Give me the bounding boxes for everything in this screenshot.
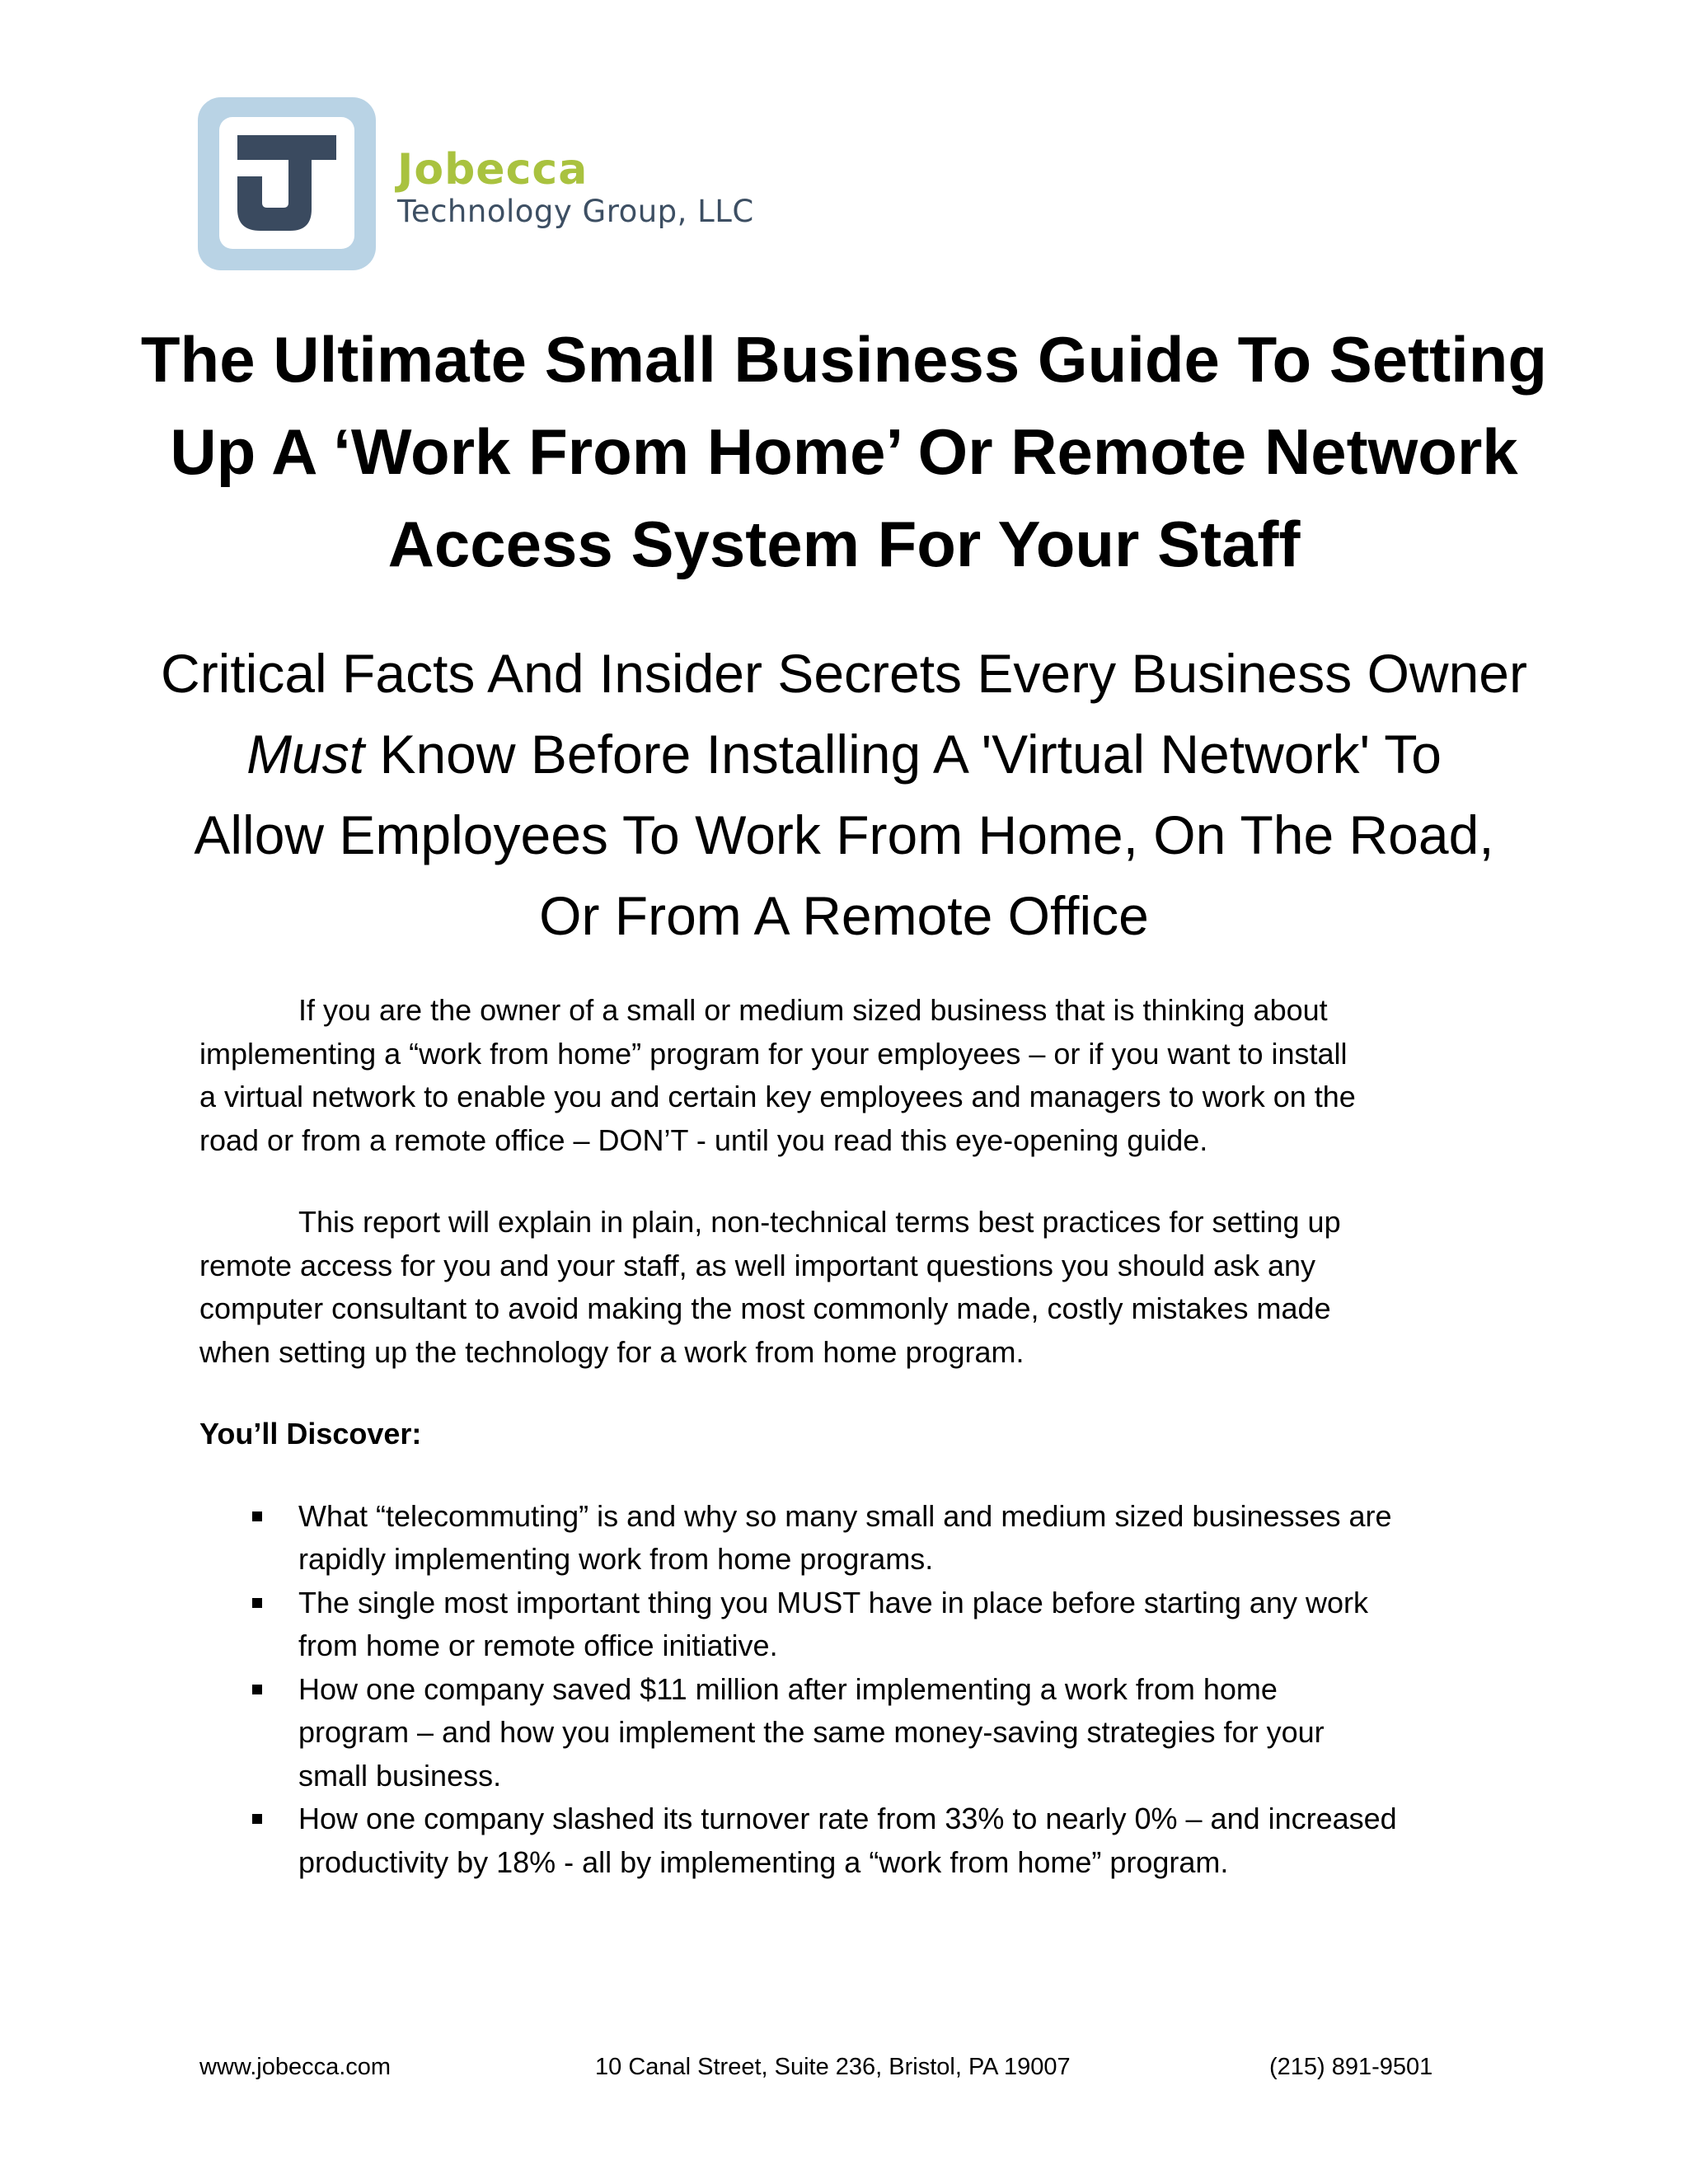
list-item-line: from home or remote office initiative.	[298, 1629, 778, 1662]
subtitle-emphasis: Must	[246, 724, 365, 785]
paragraph-line: road or from a remote office – DON’T - until you read this eye-opening guide.	[199, 1122, 1208, 1157]
company-logo	[198, 97, 767, 274]
subtitle-line: Critical Facts And Insider Secrets Every Business Owner	[161, 643, 1527, 704]
square-bullet-icon	[252, 1511, 262, 1521]
discover-list	[199, 1495, 1518, 1885]
subtitle-line	[82, 714, 1606, 794]
list-item-line: program – and how you implement the same money-saving strategies for your	[298, 1715, 1325, 1749]
footer-address: 10 Canal Street, Suite 236, Bristol, PA 19007	[595, 2054, 1071, 2080]
list-item	[199, 1495, 1518, 1582]
list-item	[199, 1668, 1518, 1798]
footer-phone: (215) 891-9501	[1269, 2054, 1433, 2080]
discover-heading: You’ll Discover:	[199, 1417, 422, 1451]
subtitle-line: Or From A Remote Office	[539, 885, 1149, 946]
paragraph-line: If you are the owner of a small or medium sized business that is thinking about	[298, 993, 1328, 1027]
title-line: The Ultimate Small Business Guide To Setting	[140, 323, 1548, 396]
paragraph-line: This report will explain in plain, non-technical terms best practices for setting up	[298, 1205, 1341, 1239]
list-item-line: How one company slashed its turnover rate from 33% to nearly 0% – and increased	[298, 1802, 1397, 1835]
list-item-line: rapidly implementing work from home programs.	[298, 1542, 934, 1576]
subtitle-line: Allow Employees To Work From Home, On The Road,	[194, 804, 1494, 865]
square-bullet-icon	[252, 1598, 262, 1608]
intro-paragraph	[199, 989, 1518, 1162]
list-item-line: small business.	[298, 1758, 502, 1793]
document-title	[82, 313, 1606, 590]
logo-company-subtitle: Technology Group, LLC	[397, 194, 754, 229]
square-bullet-icon	[252, 1814, 262, 1824]
list-item-line: What “telecommuting” is and why so many small and medium sized businesses are	[298, 1498, 1392, 1533]
paragraph-line: when setting up the technology for a work from home program.	[199, 1334, 1025, 1369]
list-item-line: How one company saved $11 million after implementing a work from home	[298, 1671, 1278, 1706]
list-item-line: productivity by 18% - all by implementing a “work from home” program.	[298, 1844, 1229, 1879]
paragraph-line: a virtual network to enable you and certain key employees and managers to work on the	[199, 1080, 1356, 1113]
paragraph-line: computer consultant to avoid making the most commonly made, costly mistakes made	[199, 1291, 1331, 1325]
paragraph-line: remote access for you and your staff, as well important questions you should ask any	[199, 1248, 1316, 1282]
title-line: Access System For Your Staff	[387, 508, 1301, 580]
document-body	[199, 989, 1518, 1884]
logo-j-icon	[219, 117, 354, 249]
logo-company-name: Jobecca	[397, 145, 588, 194]
logo-mark	[198, 97, 376, 270]
list-item	[199, 1582, 1518, 1668]
list-item	[199, 1797, 1518, 1884]
report-paragraph	[199, 1201, 1518, 1374]
paragraph-line: implementing a “work from home” program for your employees – or if you want to install	[199, 1036, 1348, 1071]
square-bullet-icon	[252, 1685, 262, 1694]
document-subtitle	[82, 633, 1606, 956]
subtitle-line-rest: Know Before Installing A 'Virtual Network' To	[364, 724, 1442, 785]
page-footer	[199, 2050, 1535, 2083]
list-item-line: The single most important thing you MUST have in place before starting any work	[298, 1585, 1368, 1619]
title-line: Up A ‘Work From Home’ Or Remote Network	[170, 415, 1518, 488]
footer-website-link[interactable]: www.jobecca.com	[199, 2054, 392, 2080]
